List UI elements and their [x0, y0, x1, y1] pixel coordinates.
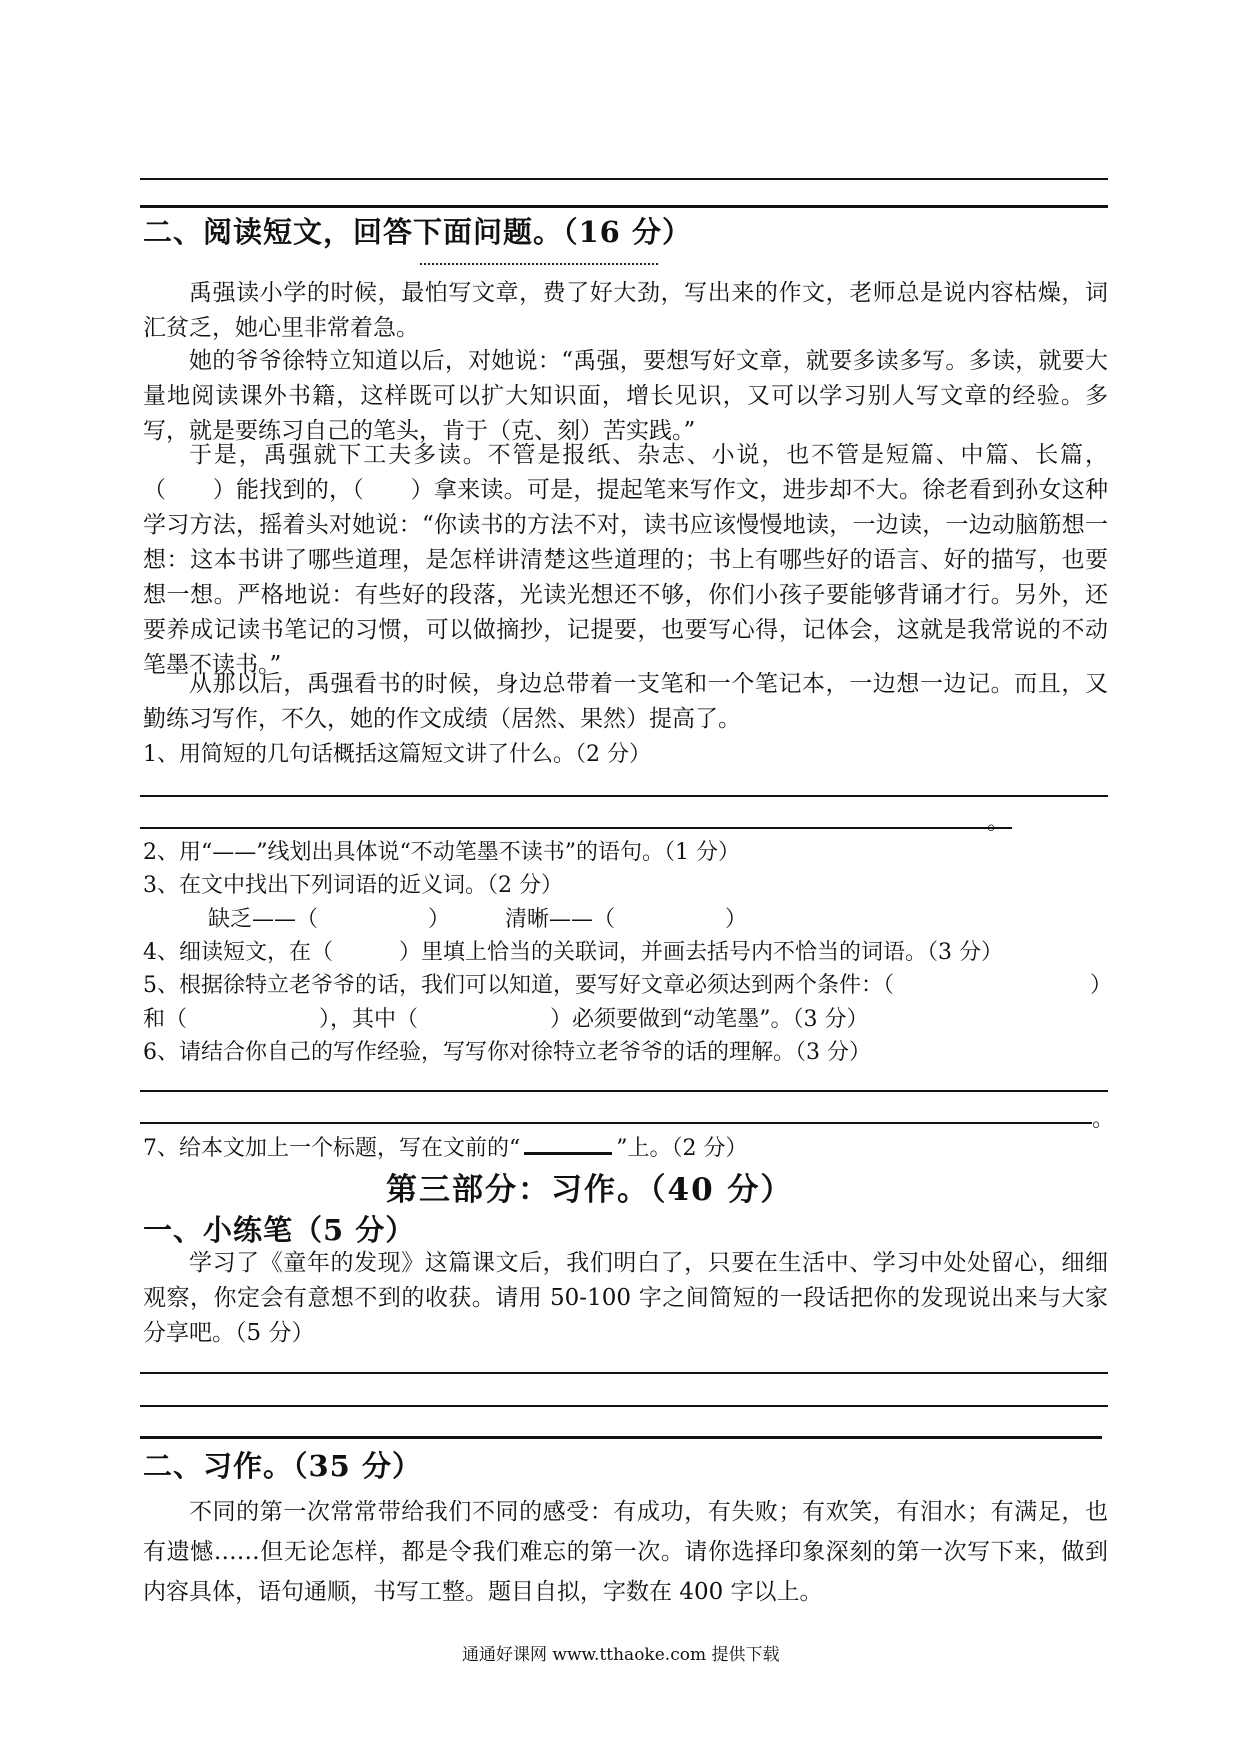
answer-line-sub1-b[interactable]	[140, 1405, 1108, 1407]
question-7	[143, 1131, 748, 1162]
footer-source: 通通好课网 www.tthaoke.com 提供下载	[462, 1645, 780, 1665]
title-dotted-line	[420, 263, 658, 265]
sub2-prompt: 不同的第一次常常带给我们不同的感受：有成功，有失败；有欢笑，有泪水；有满足，也有遗憾……但无论怎样，都是令我们难忘的第一次。请你选择印象深刻的第一次写下来，做到内容具体，语句通顺，书写工整。题目自拟，字数在 400 字以上。	[143, 1499, 1108, 1605]
q6-period: 。	[1092, 1107, 1115, 1132]
question-4: 4、细读短文，在（ ）里填上恰当的关联词，并画去括号内不恰当的词语。（3 分）	[143, 940, 1003, 965]
question-1: 1、用简短的几句话概括这篇短文讲了什么。（2 分）	[143, 742, 651, 767]
top-rule-2	[140, 205, 1108, 208]
answer-line-sub1-a[interactable]	[140, 1372, 1108, 1374]
passage-paragraph-3: 于是，禹强就下工夫多读。不管是报纸、杂志、小说，也不管是短篇、中篇、长篇，（ ）能找到的，（ ）拿来读。可是，提起笔来写作文，进步却不大。徐老看到孙女这种学习方法，摇着头对她说：“你读书的方法不对，读书应该慢慢地读，一边读，一边动脑筋想一想：这本书讲了哪些道理，是怎样讲清楚这些道理的；书上有哪些好的语言、好的描写，也要想一想。严格地说：有些好的段落，光读光想还不够，你们小孩子要能够背诵才行。另外，还要养成记读书笔记的习惯，可以做摘抄，记提要，也要写心得，记体会，这就是我常说的不动笔墨不读书。”	[143, 442, 1108, 678]
part3-heading: 第三部分：习作。（40 分）	[386, 1172, 794, 1208]
answer-line-q1-a[interactable]	[140, 795, 1108, 797]
question-3-item-b: 清晰——（ ）	[505, 907, 748, 932]
section2-heading: 二、阅读短文，回答下面问题。（16 分）	[143, 215, 692, 249]
question-3-item-a: 缺乏——（ ）	[208, 907, 451, 932]
sub1-prompt: 学习了《童年的发现》这篇课文后，我们明白了，只要在生活中、学习中处处留心，细细观察，你定会有意想不到的收获。请用 50-100 字之间简短的一段话把你的发现说出来与大家分享吧。（5 分）	[143, 1250, 1108, 1346]
sub2-heading: 二、习作。（35 分）	[143, 1449, 422, 1483]
passage-paragraph-1: 禹强读小学的时候，最怕写文章，费了好大劲，写出来的作文，老师总是说内容枯燥，词汇贫乏，她心里非常着急。	[143, 280, 1108, 341]
question-3: 3、在文中找出下列词语的近义词。（2 分）	[143, 873, 563, 898]
passage-paragraph-4: 从那以后，禹强看书的时候，身边总带着一支笔和一个笔记本，一边想一边记。而且，又勤练习写作，不久，她的作文成绩（居然、果然）提高了。	[143, 671, 1108, 732]
question-7-suffix: ”上。（2 分）	[616, 1136, 748, 1161]
answer-line-q6-b[interactable]	[140, 1122, 1092, 1124]
question-5-line-1: 5、根据徐特立老爷爷的话，我们可以知道，要写好文章必须达到两个条件：（	[143, 973, 894, 998]
q1-period: 。	[987, 810, 1010, 835]
answer-line-q1-b[interactable]	[140, 827, 1012, 829]
answer-line-sub1-c[interactable]	[140, 1436, 1102, 1439]
question-6: 6、请结合你自己的写作经验，写写你对徐特立老爷爷的话的理解。（3 分）	[143, 1040, 871, 1065]
question-7-prefix: 7、给本文加上一个标题，写在文前的“	[143, 1136, 521, 1161]
answer-line-q6-a[interactable]	[140, 1090, 1108, 1092]
sub1-heading: 一、小练笔（5 分）	[143, 1213, 416, 1247]
question-2: 2、用“——”线划出具体说“不动笔墨不读书”的语句。（1 分）	[143, 840, 740, 865]
question-5-close-paren: ）	[1090, 973, 1113, 998]
top-rule-1	[140, 178, 1108, 180]
question-7-blank[interactable]	[524, 1136, 612, 1155]
passage-paragraph-2: 她的爷爷徐特立知道以后，对她说：“禹强，要想写好文章，就要多读多写。多读，就要大量地阅读课外书籍，这样既可以扩大知识面，增长见识，又可以学习别人写文章的经验。多写，就是要练习自己的笔头，肯于（克、刻）苦实践。”	[143, 348, 1108, 444]
question-5-line-2: 和（ ），其中（ ）必须要做到“动笔墨”。（3 分）	[143, 1007, 869, 1032]
